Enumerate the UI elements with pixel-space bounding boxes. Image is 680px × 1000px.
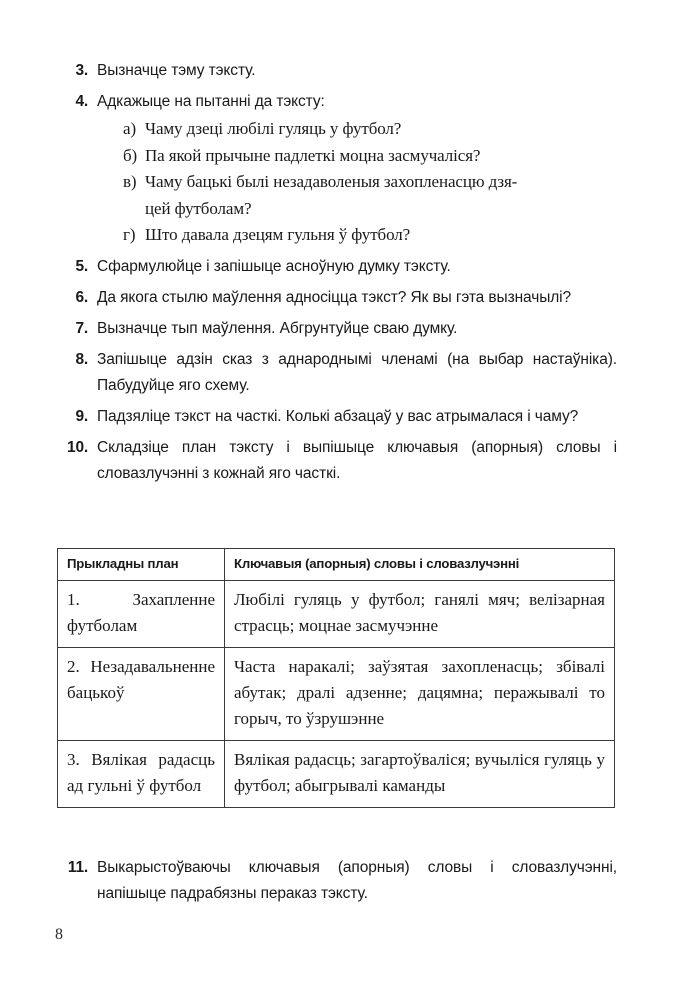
exercise-number: 4. — [75, 93, 88, 110]
subitem-marker: г) — [123, 225, 136, 244]
exercise-list-tail — [55, 855, 617, 912]
table-header-words: Ключавыя (апорныя) словы і словазлучэнні — [225, 549, 615, 581]
subitem-text: Па якой прычыне падлеткі моцна засмучаліся? — [145, 145, 481, 165]
exercise-item-8 — [55, 347, 617, 399]
table-row — [58, 581, 615, 648]
table-cell-plan: 3. Вялікая радасць ад гульні ў футбол — [58, 741, 225, 808]
exercise-text: Адкажыце на пытанні да тэксту: — [97, 93, 325, 110]
exercise-subitem-a — [123, 116, 617, 143]
exercise-item-9 — [55, 404, 617, 430]
table-cell-plan: 2. Незадавальненне бацькоў — [58, 648, 225, 741]
exercise-item-4 — [55, 89, 617, 249]
subitem-text: Чаму дзеці любілі гуляць у футбол? — [145, 119, 402, 138]
subitem-marker: в) — [123, 172, 137, 191]
exercise-text: Да якога стылю маўлення адносіцца тэкст? Як вы гэта вызначылі? — [97, 288, 572, 306]
exercise-item-5 — [55, 254, 617, 280]
exercise-text: Падзяліце тэкст на часткі. Колькі абзацаў у вас атрымалася і чаму? — [97, 407, 579, 425]
table-cell-words: Часта наракалі; заўзятая захопленасць; збівалі абутак; дралі адзенне; дацямна; перажывалі то горыч, то ўзрушэнне — [225, 648, 615, 741]
exercise-body — [88, 89, 617, 249]
exercise-subitem-list — [97, 116, 617, 249]
subitem-text: Што давала дзецям гульня ў футбол? — [145, 225, 411, 244]
table-row — [58, 741, 615, 808]
subitem-marker: а) — [123, 119, 137, 138]
table-row — [58, 648, 615, 741]
exercise-list — [55, 58, 617, 492]
table-header-plan: Прыкладны план — [58, 549, 225, 581]
exercise-subitem-b — [123, 143, 617, 170]
exercise-text: Сфармулюйце і запішыце асноўную думку тэксту. — [97, 257, 451, 275]
exercise-number: 5. — [75, 257, 88, 275]
page-number: 8 — [55, 926, 63, 943]
table-cell-words: Любілі гуляць у футбол; ганялі мяч; велізарная страсць; моцнае засмучэнне — [225, 581, 615, 648]
exercise-item-11 — [55, 855, 617, 907]
exercise-text: Складзіце план тэксту і выпішыце ключавыя (апорныя) словы і словазлучэнні з кожнай яго часткі. — [97, 438, 617, 482]
subitem-text-line1: Чаму бацькі былі незадаволеныя захопленасцю дзя- — [145, 172, 518, 191]
exercise-number: 3. — [75, 62, 88, 79]
exercise-text: Выкарыстоўваючы ключавыя (апорныя) словы і словазлучэнні, напішыце падрабязны пераказ тэксту. — [97, 859, 617, 902]
table-cell-plan: 1. Захапленне футболам — [58, 581, 225, 648]
exercise-number: 7. — [75, 319, 88, 337]
exercise-item-3 — [55, 58, 617, 84]
exercise-number: 8. — [75, 350, 88, 368]
exercise-number: 11. — [67, 859, 88, 876]
exercise-text: Запішыце адзін сказ з аднароднымі членамі (на выбар настаўніка). Пабудуйце яго схему. — [97, 350, 617, 394]
subitem-marker: б) — [123, 145, 138, 165]
exercise-text: Вызначце тэму тэксту. — [97, 62, 256, 79]
table-header-row — [58, 549, 615, 581]
exercise-item-7 — [55, 316, 617, 342]
exercise-subitem-g — [123, 222, 617, 249]
exercise-item-10 — [55, 435, 617, 487]
exercise-number: 10. — [67, 438, 88, 456]
exercise-text: Вызначце тып маўлення. Абгрунтуйце сваю думку. — [97, 319, 458, 337]
exercise-subitem-v — [123, 169, 617, 222]
plan-table — [57, 548, 615, 808]
exercise-item-6 — [55, 285, 617, 311]
subitem-text-line2: цей футболам? — [145, 198, 252, 218]
exercise-number: 6. — [75, 288, 88, 306]
table-cell-words: Вялікая радасць; загартоўваліся; вучыліся гуляць у футбол; абыгрывалі каманды — [225, 741, 615, 808]
exercise-number: 9. — [75, 407, 88, 425]
subitem-text — [145, 169, 617, 222]
